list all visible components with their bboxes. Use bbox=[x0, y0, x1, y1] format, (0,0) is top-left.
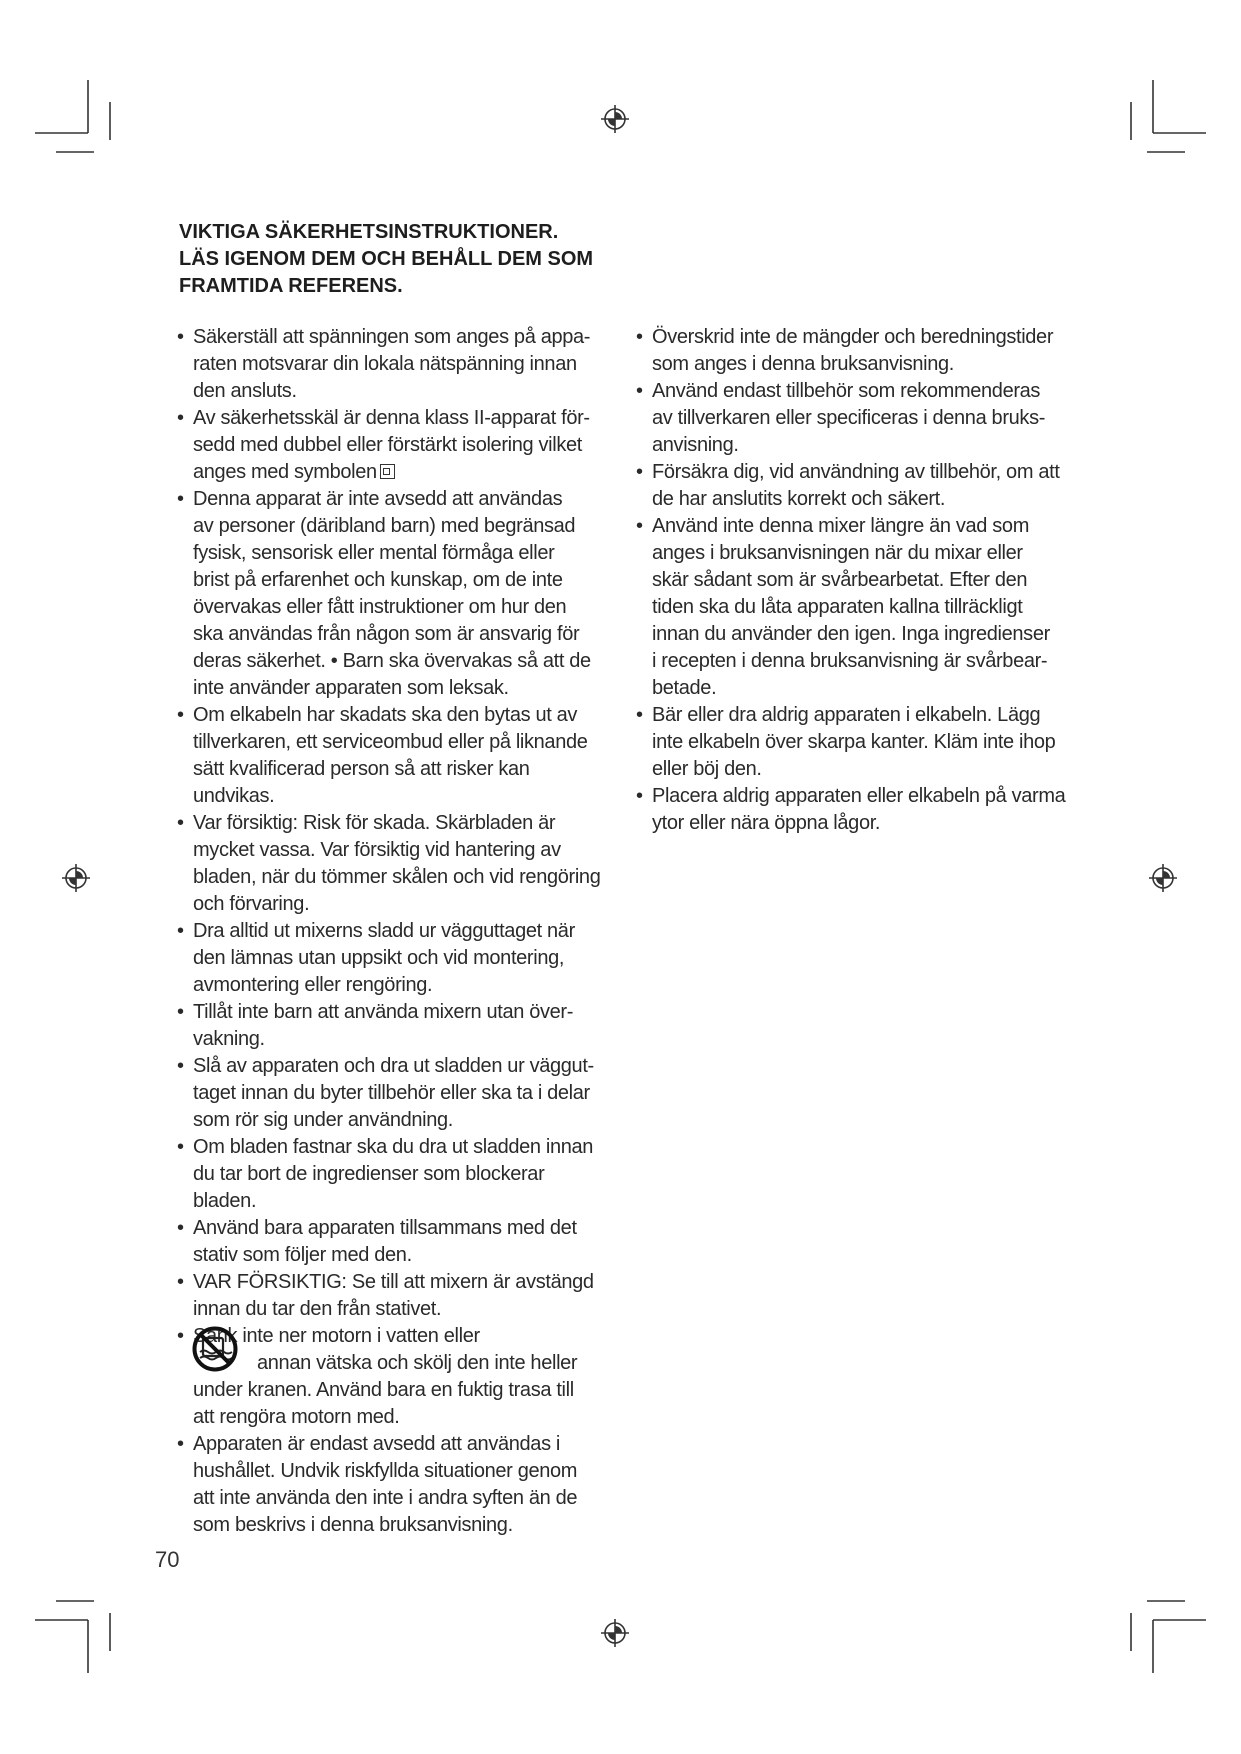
crop-mark-top-left bbox=[30, 75, 115, 155]
title-line: LÄS IGENOM DEM OCH BEHÅLL DEM SOM bbox=[179, 248, 594, 270]
bullet: • bbox=[177, 488, 185, 510]
text-line: bladen, när du tömmer skålen och vid rengöring bbox=[193, 866, 601, 888]
list-item bbox=[177, 1134, 617, 1215]
list-item bbox=[177, 918, 617, 999]
no-immersion-icon bbox=[191, 1325, 239, 1373]
list-item bbox=[636, 702, 1076, 783]
text-line: avmontering eller rengöring. bbox=[193, 974, 433, 996]
bullet: • bbox=[177, 1001, 185, 1023]
text-line: Överskrid inte de mängder och beredningstider bbox=[652, 326, 1054, 348]
bullet: • bbox=[636, 380, 644, 402]
safety-list-left bbox=[177, 324, 617, 1539]
bullet: • bbox=[636, 785, 644, 807]
bullet: • bbox=[636, 461, 644, 483]
text-line: skär sådant som är svårbearbetat. Efter den bbox=[652, 569, 1028, 591]
list-item bbox=[636, 513, 1076, 702]
crop-mark-bottom-left bbox=[30, 1598, 115, 1678]
list-item bbox=[636, 378, 1076, 459]
text-line: ytor eller nära öppna lågor. bbox=[652, 812, 881, 834]
text-line: inte använder apparaten som leksak. bbox=[193, 677, 509, 699]
registration-mark-icon bbox=[600, 1618, 630, 1648]
list-item bbox=[177, 405, 617, 486]
text-line: du tar bort de ingredienser som blockerar bbox=[193, 1163, 545, 1185]
text-line: att inte använda den inte i andra syften än de bbox=[193, 1487, 578, 1509]
list-item bbox=[177, 999, 617, 1053]
text-line: Säkerställ att spänningen som anges på appa- bbox=[193, 326, 591, 348]
text-line: Placera aldrig apparaten eller elkabeln på varma bbox=[652, 785, 1066, 807]
list-item bbox=[177, 1323, 617, 1431]
text-line bbox=[193, 459, 617, 486]
page-title bbox=[179, 219, 649, 300]
bullet: • bbox=[177, 1433, 185, 1455]
bullet: • bbox=[177, 1055, 185, 1077]
bullet: • bbox=[177, 1271, 185, 1293]
safety-list-right bbox=[636, 324, 1076, 837]
text-line: Sänk inte ner motorn i vatten eller bbox=[193, 1325, 480, 1347]
text-line: Om bladen fastnar ska du dra ut sladden innan bbox=[193, 1136, 594, 1158]
bullet: • bbox=[177, 407, 185, 429]
page-number: 70 bbox=[155, 1547, 180, 1572]
registration-mark-icon bbox=[61, 863, 91, 893]
text-line: brist på erfarenhet och kunskap, om de inte bbox=[193, 569, 563, 591]
text-line: Slå av apparaten och dra ut sladden ur väggut- bbox=[193, 1055, 594, 1077]
text-line: fysisk, sensorisk eller mental förmåga eller bbox=[193, 542, 555, 564]
list-item bbox=[177, 810, 617, 918]
text-line: bladen. bbox=[193, 1190, 257, 1212]
text-line: och förvaring. bbox=[193, 893, 310, 915]
text-line: stativ som följer med den. bbox=[193, 1244, 412, 1266]
text-line: av personer (däribland barn) med begränsad bbox=[193, 515, 576, 537]
list-item bbox=[636, 459, 1076, 513]
list-item bbox=[636, 324, 1076, 378]
text-line: sätt kvalificerad person så att risker kan bbox=[193, 758, 530, 780]
list-item bbox=[177, 1053, 617, 1134]
text-line: anges i bruksanvisningen när du mixar eller bbox=[652, 542, 1023, 564]
text-line: eller böj den. bbox=[652, 758, 762, 780]
text-line: innan du tar den från stativet. bbox=[193, 1298, 442, 1320]
crop-mark-bottom-right bbox=[1126, 1598, 1211, 1678]
text-line: inte elkabeln över skarpa kanter. Kläm inte ihop bbox=[652, 731, 1056, 753]
list-item bbox=[177, 486, 617, 702]
text-line: som beskrivs i denna bruksanvisning. bbox=[193, 1514, 513, 1536]
text-line: Använd endast tillbehör som rekommenderas bbox=[652, 380, 1041, 402]
title-line: VIKTIGA SÄKERHETSINSTRUKTIONER. bbox=[179, 221, 559, 243]
text-line: ska användas från någon som är ansvarig för bbox=[193, 623, 580, 645]
list-item bbox=[177, 1269, 617, 1323]
list-item bbox=[177, 1431, 617, 1539]
text-line: Bär eller dra aldrig apparaten i elkabeln. Lägg bbox=[652, 704, 1041, 726]
list-item bbox=[177, 1215, 617, 1269]
text-line: tiden ska du låta apparaten kallna tillräckligt bbox=[652, 596, 1023, 618]
text-line: av tillverkaren eller specificeras i denna bruks- bbox=[652, 407, 1046, 429]
text-line: vakning. bbox=[193, 1028, 265, 1050]
text-line: betade. bbox=[652, 677, 717, 699]
text-line: innan du använder den igen. Inga ingredienser bbox=[652, 623, 1050, 645]
text-line: i recepten i denna bruksanvisning är svårbear- bbox=[652, 650, 1048, 672]
text-line: Apparaten är endast avsedd att användas i bbox=[193, 1433, 561, 1455]
bullet: • bbox=[177, 326, 185, 348]
registration-mark-icon bbox=[600, 104, 630, 134]
text-line: anvisning. bbox=[652, 434, 739, 456]
text-line: de har anslutits korrekt och säkert. bbox=[652, 488, 946, 510]
text-line: Använd bara apparaten tillsammans med det bbox=[193, 1217, 577, 1239]
double-insulation-icon bbox=[380, 464, 395, 479]
text-line: sedd med dubbel eller förstärkt isolering vilket bbox=[193, 434, 582, 456]
title-line: FRAMTIDA REFERENS. bbox=[179, 275, 403, 297]
registration-mark-icon bbox=[1148, 863, 1178, 893]
text-line: som anges i denna bruksanvisning. bbox=[652, 353, 954, 375]
text-fragment: anges med symbolen bbox=[193, 461, 377, 483]
text-line: Denna apparat är inte avsedd att användas bbox=[193, 488, 563, 510]
text-line: Var försiktig: Risk för skada. Skärbladen är bbox=[193, 812, 556, 834]
bullet: • bbox=[636, 515, 644, 537]
list-item bbox=[177, 702, 617, 810]
crop-mark-top-right bbox=[1126, 75, 1211, 155]
text-line: den ansluts. bbox=[193, 380, 297, 402]
bullet: • bbox=[636, 704, 644, 726]
text-line: tillverkaren, ett serviceombud eller på liknande bbox=[193, 731, 588, 753]
bullet: • bbox=[177, 1325, 185, 1347]
text-line: den lämnas utan uppsikt och vid montering, bbox=[193, 947, 565, 969]
text-line: VAR FÖRSIKTIG: Se till att mixern är avstängd bbox=[193, 1271, 594, 1293]
text-line: Om elkabeln har skadats ska den bytas ut av bbox=[193, 704, 578, 726]
list-item bbox=[177, 324, 617, 405]
text-line: annan vätska och skölj den inte heller bbox=[257, 1352, 578, 1374]
bullet: • bbox=[177, 812, 185, 834]
text-line: Av säkerhetsskäl är denna klass II-apparat för- bbox=[193, 407, 590, 429]
text-line: övervakas eller fått instruktioner om hur den bbox=[193, 596, 567, 618]
text-line: mycket vassa. Var försiktig vid hantering av bbox=[193, 839, 561, 861]
text-line: deras säkerhet. • Barn ska övervakas så att de bbox=[193, 650, 591, 672]
text-line: som rör sig under användning. bbox=[193, 1109, 454, 1131]
bullet: • bbox=[177, 1217, 185, 1239]
text-line: raten motsvarar din lokala nätspänning innan bbox=[193, 353, 577, 375]
bullet: • bbox=[177, 704, 185, 726]
text-line: att rengöra motorn med. bbox=[193, 1406, 400, 1428]
text-line: Tillåt inte barn att använda mixern utan över- bbox=[193, 1001, 574, 1023]
text-line: undvikas. bbox=[193, 785, 275, 807]
text-line: hushållet. Undvik riskfyllda situationer genom bbox=[193, 1460, 578, 1482]
bullet: • bbox=[636, 326, 644, 348]
text-line: Använd inte denna mixer längre än vad som bbox=[652, 515, 1029, 537]
bullet: • bbox=[177, 920, 185, 942]
text-line: Försäkra dig, vid användning av tillbehör, om att bbox=[652, 461, 1060, 483]
text-line: Dra alltid ut mixerns sladd ur vägguttaget när bbox=[193, 920, 575, 942]
text-line: under kranen. Använd bara en fuktig trasa till bbox=[193, 1379, 574, 1401]
text-line: taget innan du byter tillbehör eller ska ta i delar bbox=[193, 1082, 590, 1104]
list-item bbox=[636, 783, 1076, 837]
bullet: • bbox=[177, 1136, 185, 1158]
